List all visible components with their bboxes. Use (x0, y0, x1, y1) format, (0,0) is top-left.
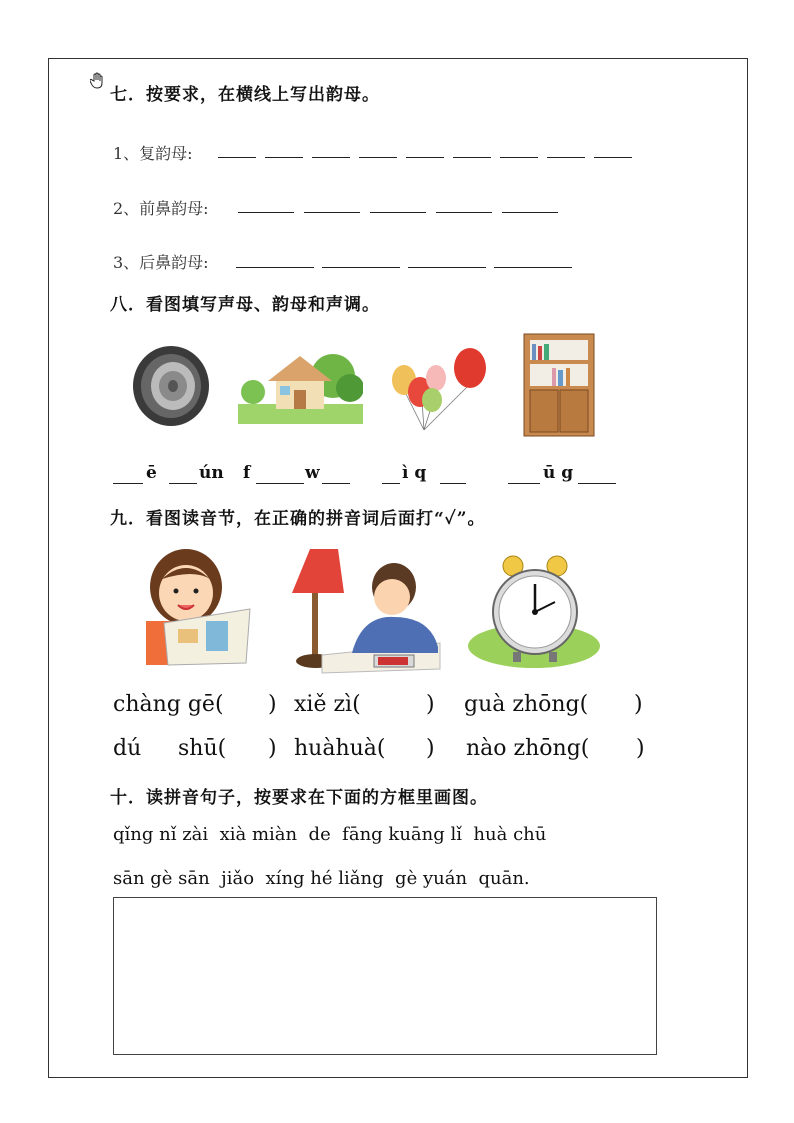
answer-blank[interactable] (304, 212, 360, 213)
option-gua-zhong: guà zhōng( (464, 692, 589, 717)
alarm-clock-picture (467, 550, 602, 670)
section8-title: 八．看图填写声母、韵母和声调。 (110, 295, 380, 315)
answer-blank[interactable] (218, 157, 256, 158)
answer-blank[interactable] (236, 267, 314, 268)
fill3-i-q: ì q (402, 463, 427, 483)
paren-close: ) (426, 692, 435, 717)
answer-blank[interactable] (500, 157, 538, 158)
answer-blank[interactable] (408, 267, 486, 268)
answer-blank[interactable] (494, 267, 572, 268)
answer-blank[interactable] (265, 157, 303, 158)
answer-blank[interactable] (436, 212, 492, 213)
answer-blank[interactable] (594, 157, 632, 158)
answer-blank[interactable] (312, 157, 350, 158)
answer-blank[interactable] (322, 267, 400, 268)
option-huahua: huàhuà( (294, 736, 386, 761)
paren-close: ) (636, 736, 645, 761)
boy-writing-picture (282, 543, 442, 675)
paren-close: ) (426, 736, 435, 761)
sentence-line-1: qǐng nǐ zài xià miàn de fāng kuāng lǐ huà chū (113, 824, 547, 845)
item-front-nasal-label: 2、前鼻韵母: (113, 199, 209, 218)
fill2-initial-w: w (305, 463, 320, 483)
option-shu: shū( (178, 736, 227, 761)
answer-blank[interactable] (547, 157, 585, 158)
house-picture (238, 346, 363, 424)
girl-reading-picture (134, 543, 254, 669)
option-nao-zhong: nào zhōng( (466, 736, 590, 761)
tire-picture (127, 340, 215, 432)
option-chang-ge: chàng gē( (113, 692, 224, 717)
bookcase-picture (516, 330, 602, 438)
section7-title: 七．按要求，在横线上写出韵母。 (110, 85, 380, 105)
fill1-final-un: ún (199, 463, 224, 483)
hand-pointer-icon (90, 72, 106, 90)
fill1-final-e: ē (146, 463, 157, 483)
option-du: dú (113, 736, 142, 761)
answer-blank[interactable] (370, 212, 426, 213)
section9-title: 九．看图读音节，在正确的拼音词后面打“✓”。 (110, 509, 486, 529)
paren-close: ) (268, 736, 277, 761)
fill2-initial-f: f (243, 463, 251, 483)
answer-blank[interactable] (453, 157, 491, 158)
fill4-u-g: ū g (543, 463, 574, 483)
answer-blank[interactable] (238, 212, 294, 213)
item-back-nasal-label: 3、后鼻韵母: (113, 253, 209, 272)
answer-blank[interactable] (406, 157, 444, 158)
paren-close: ) (268, 692, 277, 717)
paren-close: ) (634, 692, 643, 717)
drawing-answer-box[interactable] (113, 897, 657, 1055)
sentence-line-2: sān gè sān jiǎo xíng hé liǎng gè yuán quān. (113, 868, 530, 889)
answer-blank[interactable] (502, 212, 558, 213)
answer-blank[interactable] (359, 157, 397, 158)
item-compound-finals-label: 1、复韵母: (113, 144, 193, 163)
section10-title: 十．读拼音句子，按要求在下面的方框里画图。 (110, 788, 488, 808)
option-xie-zi: xiě zì( (294, 692, 361, 717)
balloons-picture (384, 340, 492, 436)
